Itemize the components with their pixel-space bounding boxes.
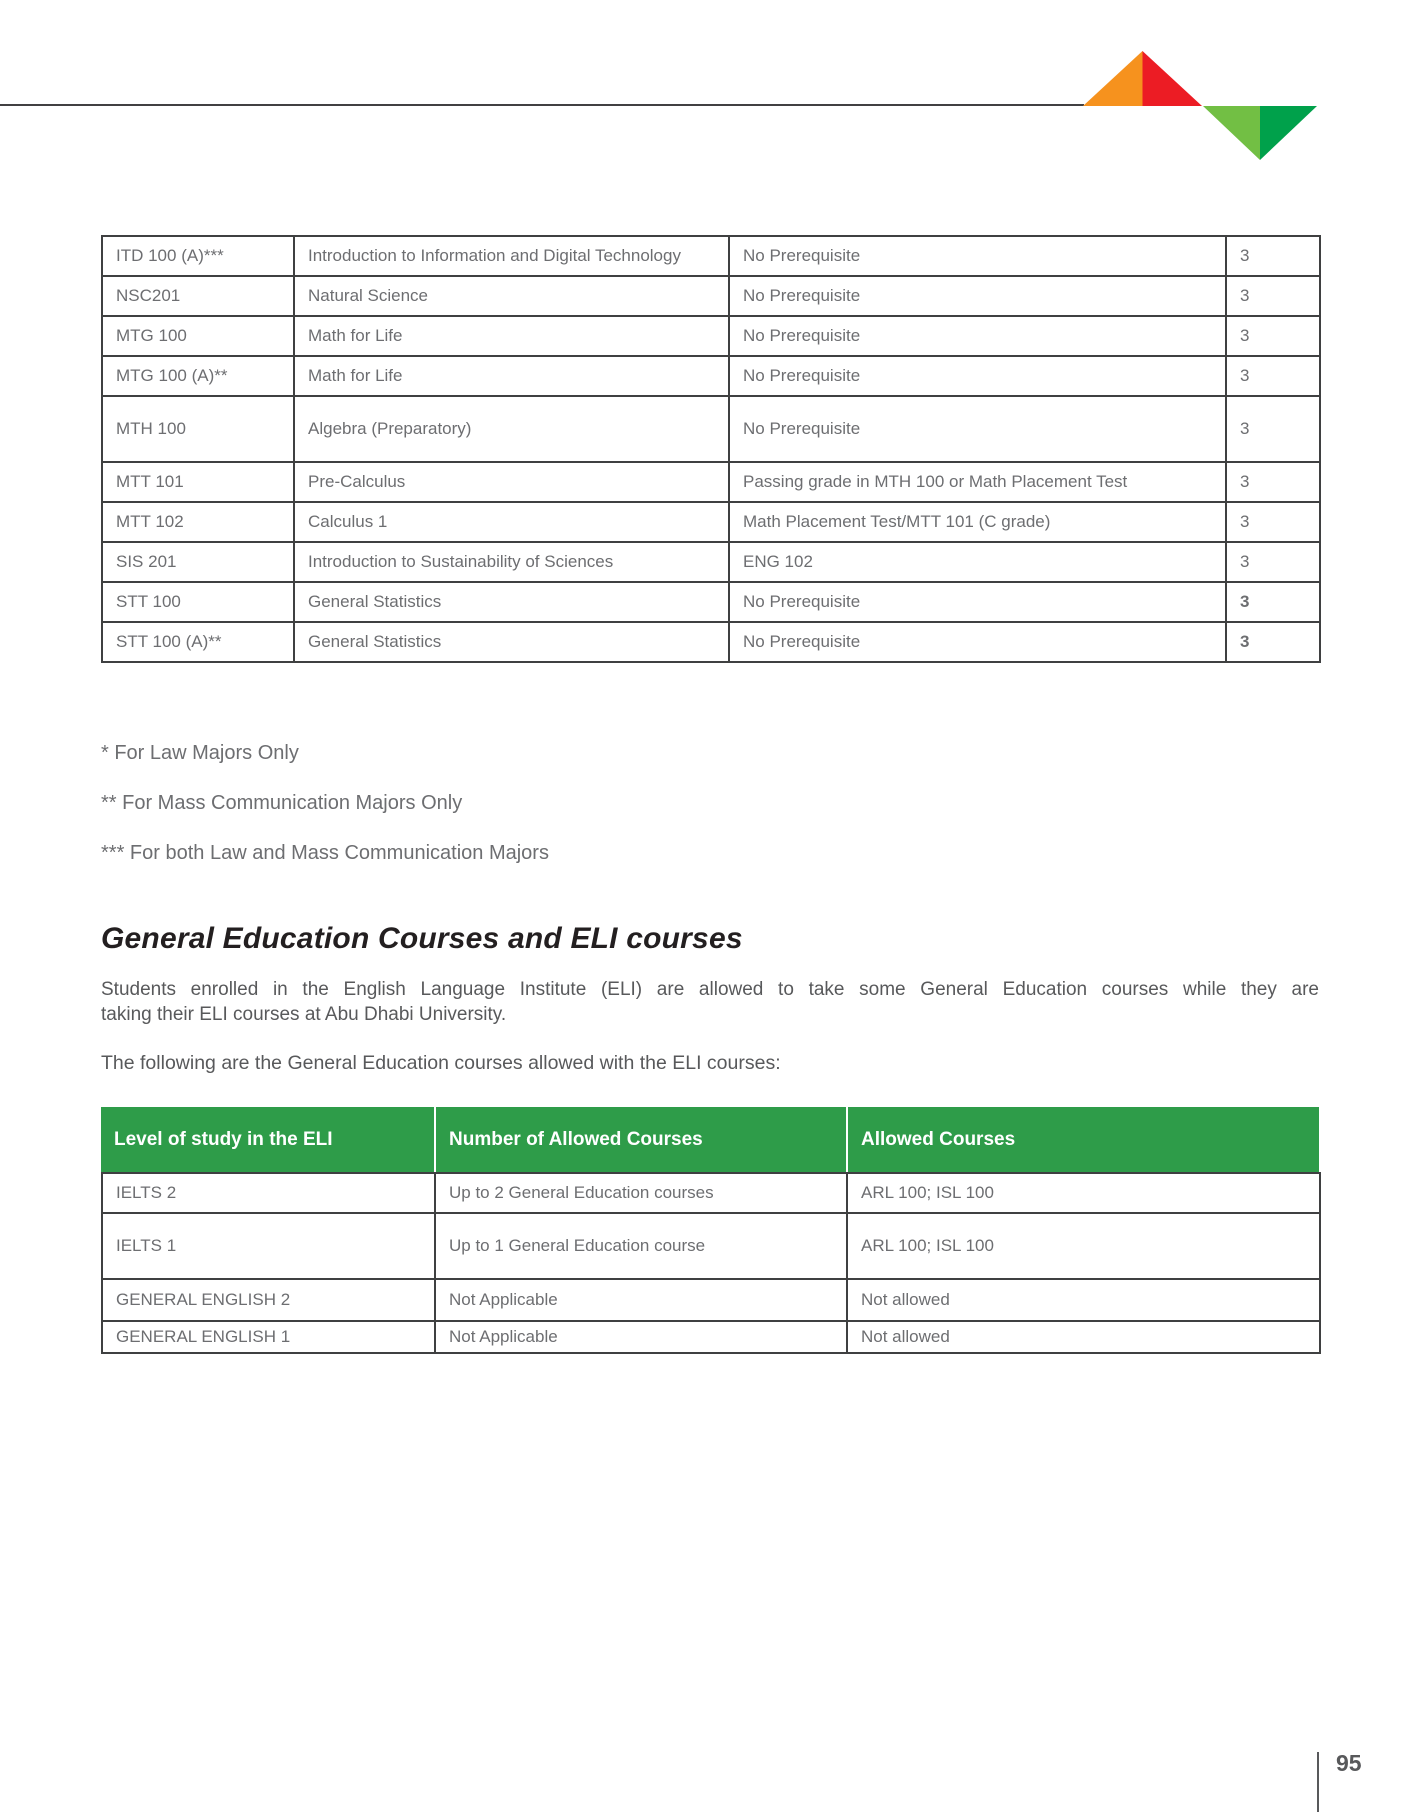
logo-red-triangle <box>1143 51 1203 106</box>
course-prerequisite-cell: Passing grade in MTH 100 or Math Placement Test <box>729 462 1226 502</box>
logo-orange-triangle <box>1083 51 1143 106</box>
logo-darkgreen-triangle <box>1260 106 1317 160</box>
table-row <box>102 1173 1320 1213</box>
footer-rule <box>1317 1752 1319 1812</box>
course-prerequisite-cell: No Prerequisite <box>729 582 1226 622</box>
adu-logo <box>1083 51 1318 160</box>
paragraph-line: taking their ELI courses at Abu Dhabi University. <box>101 1004 507 1025</box>
table-row <box>102 1321 1320 1353</box>
eli-level-cell: GENERAL ENGLISH 1 <box>102 1321 435 1353</box>
course-title-cell: Pre-Calculus <box>294 462 729 502</box>
eli-allowed-cell: ARL 100; ISL 100 <box>847 1173 1320 1213</box>
table-row <box>102 396 1320 462</box>
table-row <box>102 1213 1320 1279</box>
eli-header-number: Number of Allowed Courses <box>434 1107 846 1172</box>
table-row <box>102 502 1320 542</box>
table-row <box>102 622 1320 662</box>
course-credits-cell: 3 <box>1226 582 1320 622</box>
footnote: ** For Mass Communication Majors Only <box>101 792 463 814</box>
course-code-cell: NSC201 <box>102 276 294 316</box>
course-code-cell: MTG 100 (A)** <box>102 356 294 396</box>
page-number: 95 <box>1336 1750 1362 1776</box>
eli-table <box>101 1107 1319 1354</box>
table-row <box>102 1279 1320 1321</box>
course-credits-cell: 3 <box>1226 316 1320 356</box>
course-prerequisite-cell: No Prerequisite <box>729 316 1226 356</box>
course-credits-cell: 3 <box>1226 276 1320 316</box>
course-title-cell: Algebra (Preparatory) <box>294 396 729 462</box>
table-row <box>102 316 1320 356</box>
paragraph <box>101 977 1319 1027</box>
course-credits-cell: 3 <box>1226 542 1320 582</box>
course-prerequisite-cell: No Prerequisite <box>729 622 1226 662</box>
eli-number-cell: Not Applicable <box>435 1279 847 1321</box>
eli-table-body <box>102 1173 1320 1353</box>
table-row <box>102 542 1320 582</box>
course-prerequisite-cell: No Prerequisite <box>729 396 1226 462</box>
course-credits-cell: 3 <box>1226 502 1320 542</box>
header-rule <box>0 104 1084 106</box>
footnotes <box>101 728 549 878</box>
course-prerequisite-cell: No Prerequisite <box>729 356 1226 396</box>
eli-level-cell: IELTS 1 <box>102 1213 435 1279</box>
course-title-cell: Calculus 1 <box>294 502 729 542</box>
course-credits-cell: 3 <box>1226 622 1320 662</box>
eli-level-cell: IELTS 2 <box>102 1173 435 1213</box>
table-row <box>102 462 1320 502</box>
eli-header-level: Level of study in the ELI <box>101 1107 434 1172</box>
course-title-cell: General Statistics <box>294 582 729 622</box>
course-code-cell: ITD 100 (A)*** <box>102 236 294 276</box>
course-code-cell: STT 100 <box>102 582 294 622</box>
paragraph-line: Students enrolled in the English Language Institute (ELI) are allowed to take some General Education courses while they are <box>101 979 1319 1000</box>
course-title-cell: General Statistics <box>294 622 729 662</box>
course-credits-cell: 3 <box>1226 462 1320 502</box>
eli-header-allowed: Allowed Courses <box>846 1107 1319 1172</box>
course-prerequisite-cell: ENG 102 <box>729 542 1226 582</box>
course-code-cell: MTT 101 <box>102 462 294 502</box>
footnote: * For Law Majors Only <box>101 742 299 764</box>
course-title-cell: Math for Life <box>294 316 729 356</box>
table-row <box>102 276 1320 316</box>
course-prerequisite-cell: Math Placement Test/MTT 101 (C grade) <box>729 502 1226 542</box>
eli-table-header <box>101 1107 1319 1172</box>
course-title-cell: Natural Science <box>294 276 729 316</box>
table-row <box>102 356 1320 396</box>
course-title-cell: Introduction to Information and Digital Technology <box>294 236 729 276</box>
table-row <box>102 236 1320 276</box>
courses-table-body <box>102 236 1320 662</box>
eli-number-cell: Not Applicable <box>435 1321 847 1353</box>
course-title-cell: Math for Life <box>294 356 729 396</box>
eli-allowed-cell: Not allowed <box>847 1321 1320 1353</box>
eli-allowed-cell: Not allowed <box>847 1279 1320 1321</box>
course-credits-cell: 3 <box>1226 396 1320 462</box>
eli-number-cell: Up to 2 General Education courses <box>435 1173 847 1213</box>
eli-allowed-cell: ARL 100; ISL 100 <box>847 1213 1320 1279</box>
course-code-cell: MTT 102 <box>102 502 294 542</box>
eli-level-cell: GENERAL ENGLISH 2 <box>102 1279 435 1321</box>
course-code-cell: SIS 201 <box>102 542 294 582</box>
course-title-cell: Introduction to Sustainability of Sciences <box>294 542 729 582</box>
logo-lightgreen-triangle <box>1203 106 1260 160</box>
course-credits-cell: 3 <box>1226 356 1320 396</box>
course-code-cell: MTH 100 <box>102 396 294 462</box>
course-prerequisite-cell: No Prerequisite <box>729 276 1226 316</box>
course-code-cell: STT 100 (A)** <box>102 622 294 662</box>
eli-number-cell: Up to 1 General Education course <box>435 1213 847 1279</box>
intro-line: The following are the General Education courses allowed with the ELI courses: <box>101 1052 781 1074</box>
table-row <box>102 582 1320 622</box>
section-heading: General Education Courses and ELI courses <box>101 922 743 955</box>
course-prerequisite-cell: No Prerequisite <box>729 236 1226 276</box>
course-code-cell: MTG 100 <box>102 316 294 356</box>
courses-table <box>101 235 1319 663</box>
course-credits-cell: 3 <box>1226 236 1320 276</box>
footnote: *** For both Law and Mass Communication Majors <box>101 842 549 864</box>
